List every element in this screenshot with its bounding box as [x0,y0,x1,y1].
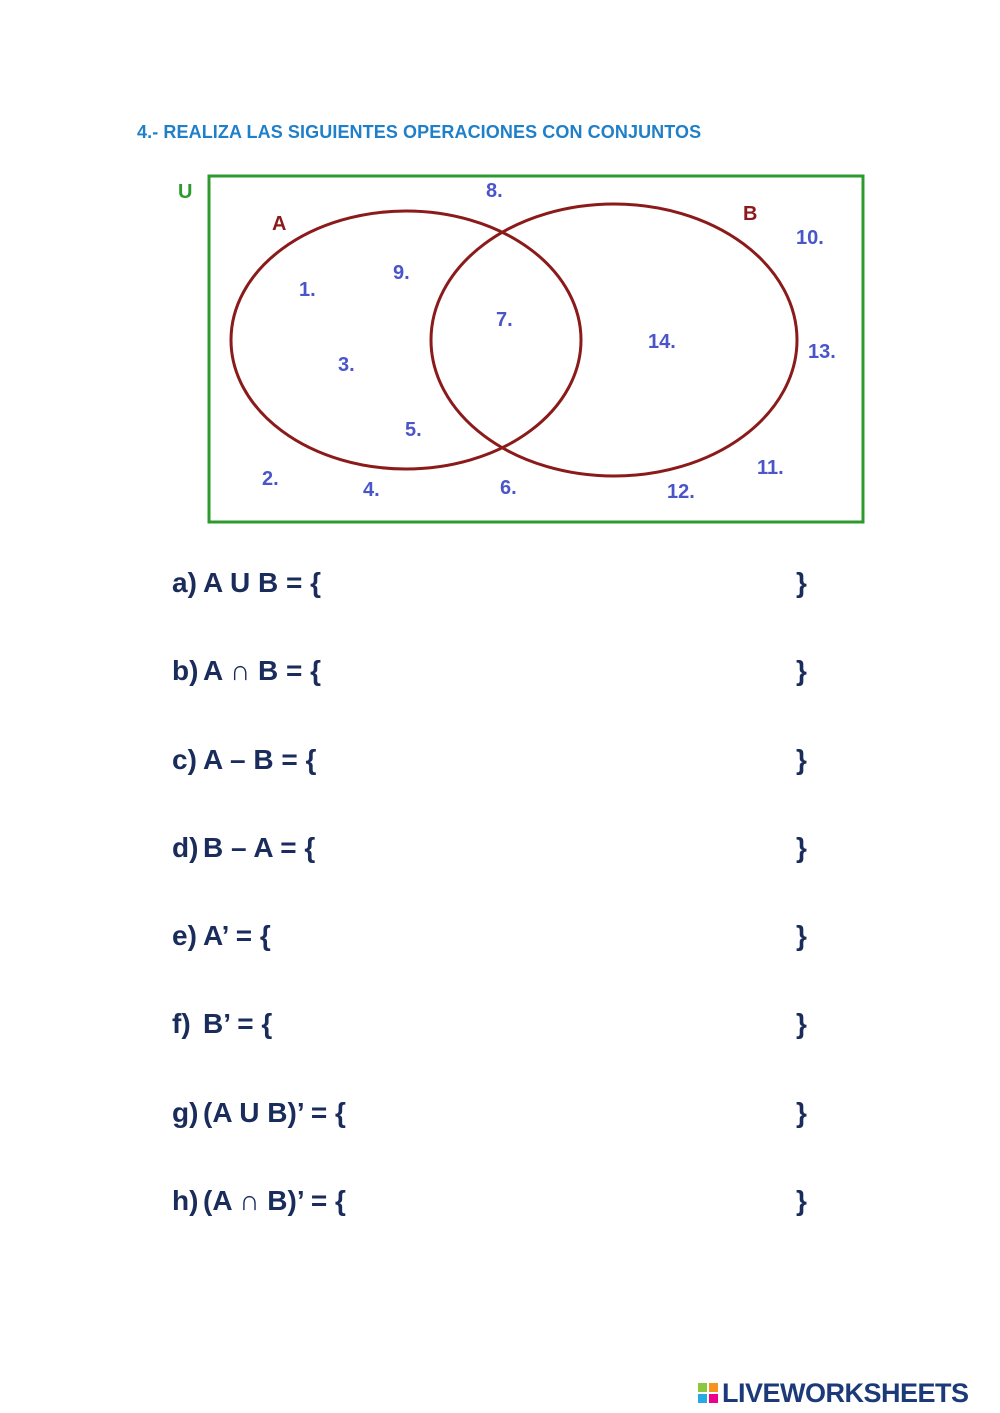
question-expression: (A U B)’ = { [203,1097,346,1128]
element-5: 5. [405,419,422,441]
element-6: 6. [500,477,517,499]
set-b-ellipse [431,204,797,476]
question-expression: B’ = { [203,1008,273,1039]
element-10: 10. [796,227,824,249]
set-a-label: A [272,213,287,235]
instruction-title: 4.- REALIZA LAS SIGUIENTES OPERACIONES CON CONJUNTOS [137,122,702,142]
element-9: 9. [393,262,410,284]
closing-brace: } [796,920,807,951]
closing-brace: } [796,832,807,863]
closing-brace: } [796,655,807,686]
question-expression: A’ = { [203,920,271,951]
question-d [172,832,832,872]
question-g [172,1097,832,1137]
footer-branding [698,1377,969,1409]
question-b [172,655,832,695]
question-letter: d) [172,832,199,863]
closing-brace: } [796,1008,807,1039]
liveworksheets-logo-icon [698,1383,718,1403]
question-letter: a) [172,567,197,598]
question-letter: b) [172,655,199,686]
element-14: 14. [648,331,676,353]
question-letter: f) [172,1008,191,1039]
brand-name: LIVEWORKSHEETS [722,1377,969,1408]
element-13: 13. [808,341,836,363]
element-7: 7. [496,309,513,331]
question-expression: B – A = { [203,832,316,863]
question-e [172,920,832,960]
question-expression: A U B = { [203,567,321,598]
element-12: 12. [667,481,695,503]
closing-brace: } [796,744,807,775]
element-11: 11. [757,457,784,479]
question-expression: A ∩ B = { [203,655,321,686]
universe-label: U [178,181,193,203]
element-1: 1. [299,279,316,301]
question-c [172,744,832,784]
question-letter: g) [172,1097,199,1128]
set-b-label: B [743,203,758,225]
venn-diagram [0,0,1000,540]
question-letter: c) [172,744,197,775]
question-letter: h) [172,1185,199,1216]
question-a [172,567,832,607]
question-letter: e) [172,920,197,951]
question-expression: A – B = { [203,744,317,775]
question-expression: (A ∩ B)’ = { [203,1185,346,1216]
element-8: 8. [486,180,503,202]
question-h [172,1185,832,1225]
element-2: 2. [262,468,279,490]
element-4: 4. [363,479,380,501]
question-f [172,1008,832,1048]
closing-brace: } [796,567,807,598]
element-3: 3. [338,354,355,376]
closing-brace: } [796,1097,807,1128]
closing-brace: } [796,1185,807,1216]
